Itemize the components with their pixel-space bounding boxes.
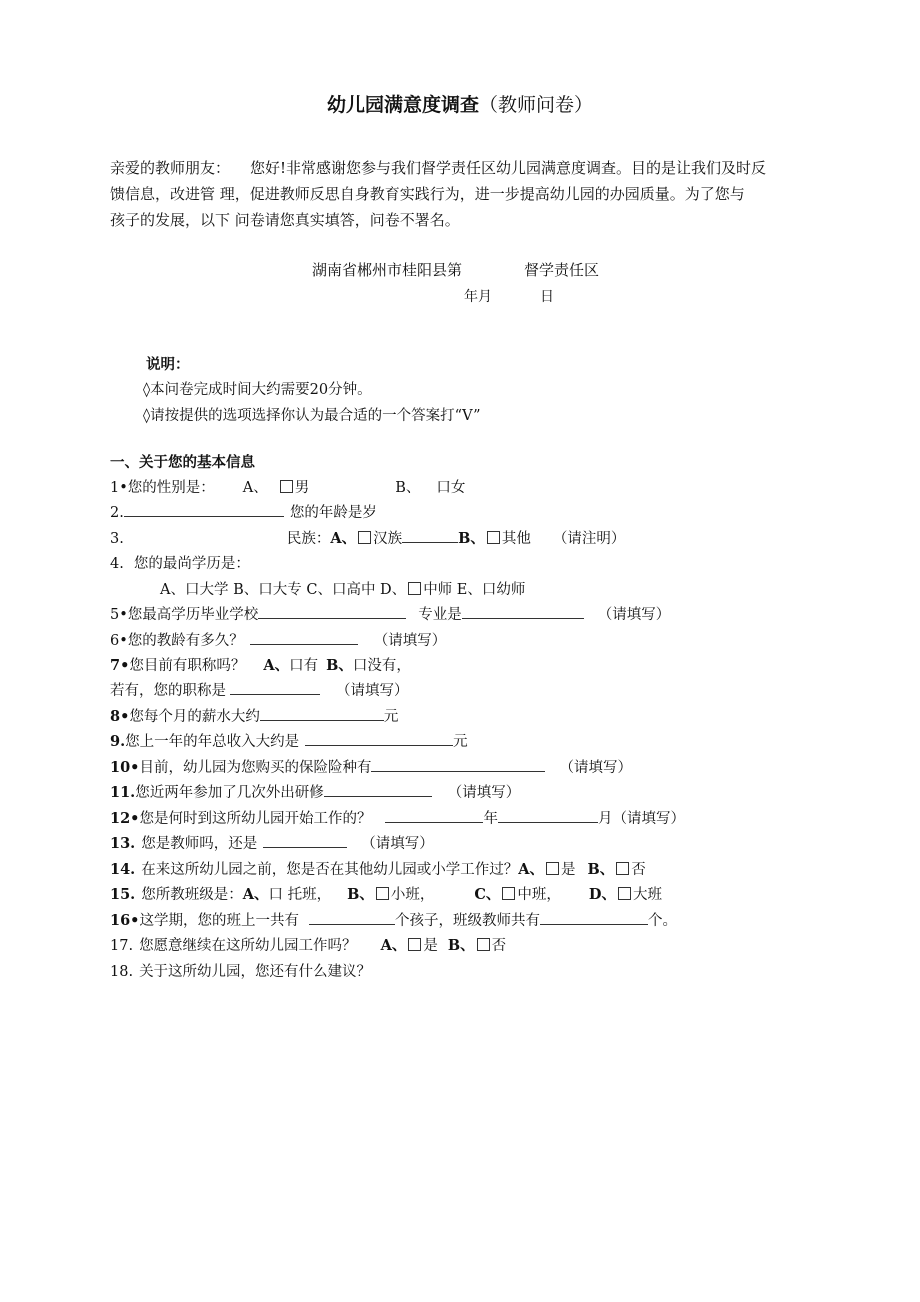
notes-line-2: ◊请按提供的选项选择你认为最合适的一个答案打“V” xyxy=(143,408,481,424)
question-4: 4. 您的最尚学历是： xyxy=(110,556,250,572)
insurance-blank[interactable] xyxy=(371,757,545,772)
income-blank[interactable] xyxy=(305,731,453,746)
question-13: 13. 您是教师吗，还是 （请填写） xyxy=(110,835,434,852)
question-14: 14. 在来这所幼儿园之前，您是否在其他幼儿园或小学工作过？A、 是 B、 否 xyxy=(110,861,646,878)
question-12: 12•您是何时到这所幼儿园开始工作的？ 年 月（请填写） xyxy=(110,810,685,827)
notes-title: 说明： xyxy=(146,356,190,373)
notes-line-1: ◊本问卷完成时间大约需要20分钟。 xyxy=(143,382,372,398)
hello: 您好! xyxy=(250,159,287,177)
title-blank[interactable] xyxy=(230,680,320,695)
checkbox[interactable] xyxy=(408,938,421,951)
intro-line-3: 孩子的发展，以下 问卷请您真实填答，问卷不署名。 xyxy=(110,211,460,229)
section-heading: 一、关于您的基本信息 xyxy=(110,454,255,471)
checkbox[interactable] xyxy=(487,531,500,544)
checkbox[interactable] xyxy=(358,531,371,544)
question-11: 11.您近两年参加了几次外出研修 （请填写） xyxy=(110,784,521,801)
org-line: 湖南省郴州市桂阳县第 督学责任区 xyxy=(312,261,600,279)
teachers-blank[interactable] xyxy=(540,910,648,925)
start-month-blank[interactable] xyxy=(498,808,598,823)
question-7: 7•您目前有职称吗？ A、口有 B、口没有， xyxy=(110,657,411,674)
date-line: 年月 日 xyxy=(464,289,554,305)
checkbox[interactable] xyxy=(477,938,490,951)
question-16: 16•这学期，您的班上一共有 个孩子，班级教师共有 个。 xyxy=(110,912,677,929)
question-4-options: A、口大学 B、口大专 C、口高中 D、 中师 E、口幼师 xyxy=(160,582,526,598)
page-title xyxy=(0,90,920,117)
role-blank[interactable] xyxy=(263,833,347,848)
checkbox[interactable] xyxy=(502,887,515,900)
intro-line-2: 馈信息，改进管 理，促进教师反思自身教育实践行为，进一步提高幼儿园的办园质量。为了您与 xyxy=(110,185,745,203)
checkbox[interactable] xyxy=(616,862,629,875)
teaching-years-blank[interactable] xyxy=(250,630,358,645)
intro-paragraph: 亲爱的教师朋友： 您好!非常感谢您参与我们督学责任区幼儿园满意度调查。目的是让我们及时反 馈信息，改进管 理，促进教师反思自身教育实践行为，进一步提高幼儿园的办园质量。为了您与 孩子的发展，以下 问卷请您真实填答，问卷不署名。 xyxy=(110,155,820,233)
question-2: 2. 您的年龄是岁 xyxy=(110,502,377,524)
major-blank[interactable] xyxy=(462,604,584,619)
question-7-title: 若有，您的职称是 （请填写） xyxy=(110,680,409,702)
ethnicity-blank[interactable] xyxy=(402,528,458,543)
checkbox[interactable] xyxy=(408,582,421,595)
title-sub: （教师问卷） xyxy=(479,94,594,116)
question-17: 17. 您愿意继续在这所幼儿园工作吗？ A、 是 B、 否 xyxy=(110,937,507,954)
question-9: 9.您上一年的年总收入大约是 元 xyxy=(110,733,468,750)
question-18: 18. 关于这所幼儿园，您还有什么建议？ xyxy=(110,964,372,980)
question-6: 6•您的教龄有多久？ （请填写） xyxy=(110,630,446,652)
salary-blank[interactable] xyxy=(260,706,384,721)
title-main: 幼儿园满意度调查 xyxy=(326,94,479,116)
question-10: 10•目前，幼儿园为您购买的保险险种有 （请填写） xyxy=(110,759,632,776)
question-15: 15. 您所教班级是：A、口 托班， B、 小班， C、 中班， D、 大班 xyxy=(110,886,662,903)
checkbox[interactable] xyxy=(376,887,389,900)
greeting: 亲爱的教师朋友： xyxy=(110,159,231,177)
question-3: 3. 民族：A、 汉族 B、 其他 （请注明） xyxy=(110,530,626,547)
checkbox[interactable] xyxy=(280,480,293,493)
training-blank[interactable] xyxy=(324,782,432,797)
checkbox[interactable] xyxy=(546,862,559,875)
question-1: 1•您的性别是： A、 男 B、 口女 xyxy=(110,480,466,496)
school-blank[interactable] xyxy=(258,604,406,619)
age-blank[interactable] xyxy=(124,502,284,517)
checkbox[interactable] xyxy=(618,887,631,900)
children-blank[interactable] xyxy=(309,910,395,925)
question-8: 8•您每个月的薪水大约 元 xyxy=(110,708,399,725)
question-5: 5•您最高学历毕业学校 专业是 （请填写） xyxy=(110,604,670,626)
start-year-blank[interactable] xyxy=(385,808,483,823)
